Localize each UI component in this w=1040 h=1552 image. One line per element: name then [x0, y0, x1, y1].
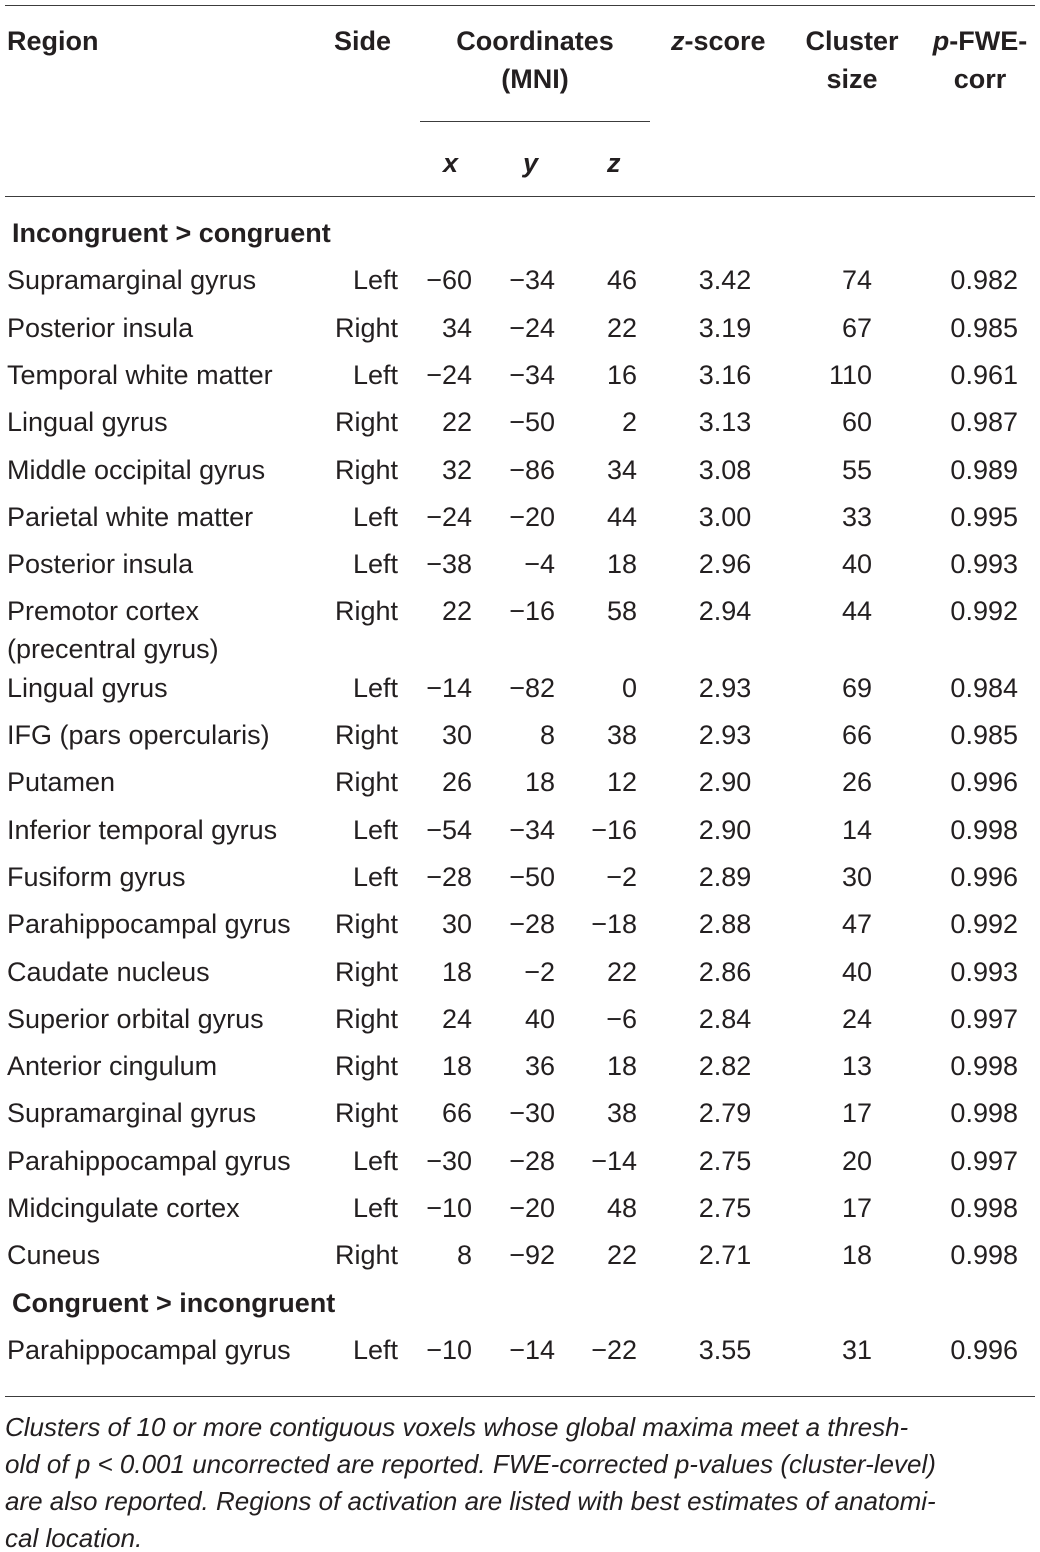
cell-x: 22 — [441, 596, 472, 627]
cell-cluster: 31 — [841, 1334, 872, 1365]
header-z: z — [607, 148, 621, 178]
cell-cluster: 74 — [841, 265, 872, 296]
cell-p: 0.993 — [950, 956, 1018, 987]
cell-cluster: 14 — [841, 814, 872, 845]
cell-zscore: 3.16 — [698, 359, 752, 390]
cell-y: −34 — [509, 265, 555, 296]
cell-y: 18 — [524, 767, 555, 798]
cell-y: −50 — [509, 407, 555, 438]
footnote-line: old of p < 0.001 uncorrected are reported. FWE-corrected p-values (cluster-level) — [5, 1449, 936, 1479]
cell-y: −34 — [509, 814, 555, 845]
cell-x: 22 — [441, 407, 472, 438]
cell-p: 0.998 — [950, 1240, 1018, 1271]
cell-y: −24 — [509, 312, 555, 343]
header-pfwe: p-FWE- corr — [932, 26, 1028, 94]
cell-zscore: 3.19 — [698, 312, 752, 343]
cell-z: −16 — [591, 814, 637, 845]
cell-p: 0.995 — [950, 501, 1018, 532]
cell-y: −2 — [524, 956, 555, 987]
cell-z: 58 — [606, 596, 637, 627]
cell-z: −2 — [606, 861, 637, 892]
cell-x: −24 — [426, 501, 472, 532]
cell-side: Right — [334, 909, 398, 940]
cell-zscore: 2.90 — [698, 767, 752, 798]
cell-region: Parahippocampal gyrus — [7, 909, 291, 940]
cell-x: 30 — [441, 909, 472, 940]
cell-x: −28 — [426, 861, 472, 892]
cell-y: −20 — [509, 1193, 555, 1223]
cell-p: 0.998 — [950, 814, 1018, 845]
cell-zscore: 2.82 — [698, 1051, 752, 1082]
cell-p: 0.996 — [950, 861, 1018, 892]
cell-side: Right — [334, 454, 398, 485]
cell-y: 36 — [524, 1051, 555, 1082]
cell-cluster: 67 — [841, 312, 872, 343]
cell-z: 46 — [606, 265, 637, 296]
cell-x: −54 — [426, 814, 472, 845]
cell-side: Right — [334, 407, 398, 438]
cell-zscore: 2.84 — [698, 1003, 752, 1034]
footnote-line: are also reported. Regions of activation are listed with best estimates of anatomi- — [5, 1486, 936, 1516]
cell-cluster: 47 — [841, 909, 872, 940]
cell-zscore: 3.00 — [698, 501, 752, 532]
cell-zscore: 2.93 — [698, 672, 752, 703]
cell-region: Posterior insula — [7, 549, 194, 580]
cell-region: Lingual gyrus — [7, 672, 168, 703]
cell-side: Right — [334, 1098, 398, 1129]
cell-z: 48 — [606, 1193, 637, 1223]
cell-zscore: 2.96 — [698, 549, 752, 580]
cell-side: Left — [352, 501, 398, 532]
cell-p: 0.996 — [950, 1334, 1018, 1365]
cell-x: 18 — [441, 956, 472, 987]
cell-z: −14 — [591, 1145, 637, 1176]
cell-y: −86 — [509, 454, 555, 485]
cell-y: −14 — [509, 1334, 555, 1365]
cell-region: Supramarginal gyrus — [7, 1098, 257, 1129]
cell-z: −18 — [591, 909, 637, 940]
cell-p: 0.984 — [950, 672, 1018, 703]
cell-side: Left — [352, 1193, 398, 1223]
cell-side: Left — [352, 549, 398, 580]
cell-z: −22 — [591, 1334, 637, 1365]
cell-region: Temporal white matter — [7, 359, 273, 390]
cell-y: −28 — [509, 909, 555, 940]
cell-zscore: 3.42 — [698, 265, 752, 296]
cell-p: 0.998 — [950, 1051, 1018, 1082]
cell-side: Left — [352, 359, 398, 390]
cell-z: 22 — [606, 312, 637, 343]
cell-side: Right — [334, 956, 398, 987]
cell-zscore: 2.89 — [698, 861, 752, 892]
cell-region: Middle occipital gyrus — [7, 454, 266, 485]
cell-cluster: 17 — [841, 1193, 872, 1223]
cell-x: −30 — [426, 1145, 472, 1176]
cell-x: 26 — [441, 767, 472, 798]
cell-cluster: 24 — [841, 1003, 872, 1034]
cell-side: Right — [334, 1051, 398, 1082]
cell-cluster: 55 — [841, 454, 872, 485]
cell-p: 0.998 — [950, 1193, 1018, 1223]
cell-p: 0.992 — [950, 909, 1018, 940]
cell-cluster: 30 — [841, 861, 872, 892]
table-top-rule — [5, 5, 1035, 6]
footnote-line: Clusters of 10 or more contiguous voxels whose global maxima meet a thresh- — [5, 1412, 909, 1442]
cell-region: Superior orbital gyrus — [7, 1003, 264, 1034]
section-heading: Incongruent > congruent — [12, 218, 331, 248]
table-bottom-rule — [5, 1396, 1035, 1397]
cell-side: Right — [334, 1003, 398, 1034]
footnote-line: cal location. — [5, 1523, 143, 1552]
cell-side: Left — [352, 1334, 398, 1365]
cell-x: −10 — [426, 1193, 472, 1223]
cell-y: −50 — [509, 861, 555, 892]
header-side: Side — [334, 26, 392, 56]
cell-z: 22 — [606, 1240, 637, 1271]
cell-region: Supramarginal gyrus — [7, 265, 257, 296]
section-heading: Congruent > incongruent — [12, 1287, 336, 1318]
cell-p: 0.993 — [950, 549, 1018, 580]
cell-region: Premotor cortex — [7, 596, 200, 627]
cell-z: 44 — [606, 501, 637, 532]
cell-side: Left — [352, 1145, 398, 1176]
cell-region: Parahippocampal gyrus — [7, 1145, 291, 1176]
cell-x: 32 — [441, 454, 472, 485]
cell-x: 30 — [441, 720, 472, 750]
cell-y: −92 — [509, 1240, 555, 1271]
cell-p: 0.997 — [950, 1003, 1018, 1034]
cell-z: 18 — [606, 549, 637, 580]
cell-cluster: 26 — [841, 767, 872, 798]
header-x: x — [443, 148, 459, 178]
cell-region: Anterior cingulum — [7, 1051, 218, 1082]
cell-zscore: 2.75 — [698, 1193, 752, 1223]
header-cluster-size: Cluster size — [805, 26, 899, 94]
cell-cluster: 66 — [841, 720, 872, 750]
cell-side: Right — [334, 312, 398, 343]
cell-region: Parietal white matter — [7, 501, 254, 532]
cell-cluster: 110 — [828, 359, 872, 390]
cell-region: Midcingulate cortex — [7, 1193, 240, 1223]
cell-cluster: 18 — [841, 1240, 872, 1271]
cell-z: −6 — [606, 1003, 637, 1034]
cell-p: 0.989 — [950, 454, 1018, 485]
cell-cluster: 20 — [841, 1145, 872, 1176]
cell-z: 12 — [606, 767, 637, 798]
cell-zscore: 2.79 — [698, 1098, 752, 1129]
cell-cluster: 40 — [841, 549, 872, 580]
header-region: Region — [7, 26, 99, 56]
cell-zscore: 2.90 — [698, 814, 752, 845]
cell-y: −30 — [509, 1098, 555, 1129]
cell-zscore: 2.86 — [698, 956, 752, 987]
cell-zscore: 2.75 — [698, 1145, 752, 1176]
header-zscore: z-score — [671, 26, 766, 56]
cell-cluster: 60 — [841, 407, 872, 438]
cell-p: 0.987 — [950, 407, 1018, 438]
cell-x: 34 — [441, 312, 472, 343]
cell-x: −24 — [426, 359, 472, 390]
cell-x: 8 — [456, 1240, 472, 1271]
cell-cluster: 44 — [841, 596, 872, 627]
cell-zscore: 3.55 — [698, 1334, 752, 1365]
cell-region-continued: (precentral gyrus) — [7, 634, 219, 665]
cell-side: Right — [334, 596, 398, 627]
cell-p: 0.985 — [950, 312, 1018, 343]
cell-y: −4 — [524, 549, 555, 580]
cell-side: Left — [352, 814, 398, 845]
cell-z: 38 — [606, 1098, 637, 1129]
cell-zscore: 3.13 — [698, 407, 752, 438]
cell-cluster: 13 — [841, 1051, 872, 1082]
cell-side: Right — [334, 1240, 398, 1271]
cell-cluster: 40 — [841, 956, 872, 987]
cell-z: 2 — [621, 407, 637, 438]
cell-p: 0.982 — [950, 265, 1018, 296]
cell-region: Caudate nucleus — [7, 956, 210, 987]
cell-region: Lingual gyrus — [7, 407, 168, 438]
cell-z: 16 — [606, 359, 637, 390]
cell-region: IFG (pars opercularis) — [7, 720, 270, 750]
cell-y: −82 — [509, 672, 555, 703]
cell-side: Left — [352, 861, 398, 892]
cell-region: Posterior insula — [7, 312, 194, 343]
cell-y: −20 — [509, 501, 555, 532]
cell-x: −10 — [426, 1334, 472, 1365]
cell-z: 0 — [621, 672, 637, 703]
cell-region: Cuneus — [7, 1240, 101, 1271]
cell-region: Putamen — [7, 767, 116, 798]
cell-side: Right — [334, 720, 398, 750]
cell-p: 0.985 — [950, 720, 1018, 750]
cell-x: −14 — [426, 672, 472, 703]
cell-x: −38 — [426, 549, 472, 580]
header-bottom-rule — [5, 196, 1035, 197]
cell-y: −16 — [509, 596, 555, 627]
cell-y: −28 — [509, 1145, 555, 1176]
cell-y: 40 — [524, 1003, 555, 1034]
cell-x: 66 — [441, 1098, 472, 1129]
cell-cluster: 33 — [841, 501, 872, 532]
cell-z: 38 — [606, 720, 637, 750]
cell-y: 8 — [539, 720, 555, 750]
cell-zscore: 2.93 — [698, 720, 752, 750]
cell-x: −60 — [426, 265, 472, 296]
cell-side: Right — [334, 767, 398, 798]
cell-side: Left — [352, 672, 398, 703]
header-coordinates: Coordinates (MNI) — [456, 26, 614, 94]
cell-p: 0.996 — [950, 767, 1018, 798]
cell-region: Inferior temporal gyrus — [7, 814, 278, 845]
cell-p: 0.961 — [950, 359, 1018, 390]
cell-z: 18 — [606, 1051, 637, 1082]
cell-p: 0.992 — [950, 596, 1018, 627]
cell-side: Left — [352, 265, 398, 296]
cell-zscore: 3.08 — [698, 454, 752, 485]
cell-cluster: 69 — [841, 672, 872, 703]
cell-p: 0.997 — [950, 1145, 1018, 1176]
cell-x: 18 — [441, 1051, 472, 1082]
cell-region: Parahippocampal gyrus — [7, 1334, 291, 1365]
cell-z: 34 — [606, 454, 637, 485]
table-footnote — [5, 1409, 1037, 1552]
cell-z: 22 — [606, 956, 637, 987]
header-y: y — [523, 148, 539, 178]
cell-x: 24 — [441, 1003, 472, 1034]
cell-zscore: 2.88 — [698, 909, 752, 940]
cell-zscore: 2.94 — [698, 596, 752, 627]
cell-region: Fusiform gyrus — [7, 861, 186, 892]
cell-y: −34 — [509, 359, 555, 390]
coordinates-underline — [420, 121, 650, 122]
cell-cluster: 17 — [841, 1098, 872, 1129]
cell-p: 0.998 — [950, 1098, 1018, 1129]
cell-zscore: 2.71 — [698, 1240, 752, 1271]
